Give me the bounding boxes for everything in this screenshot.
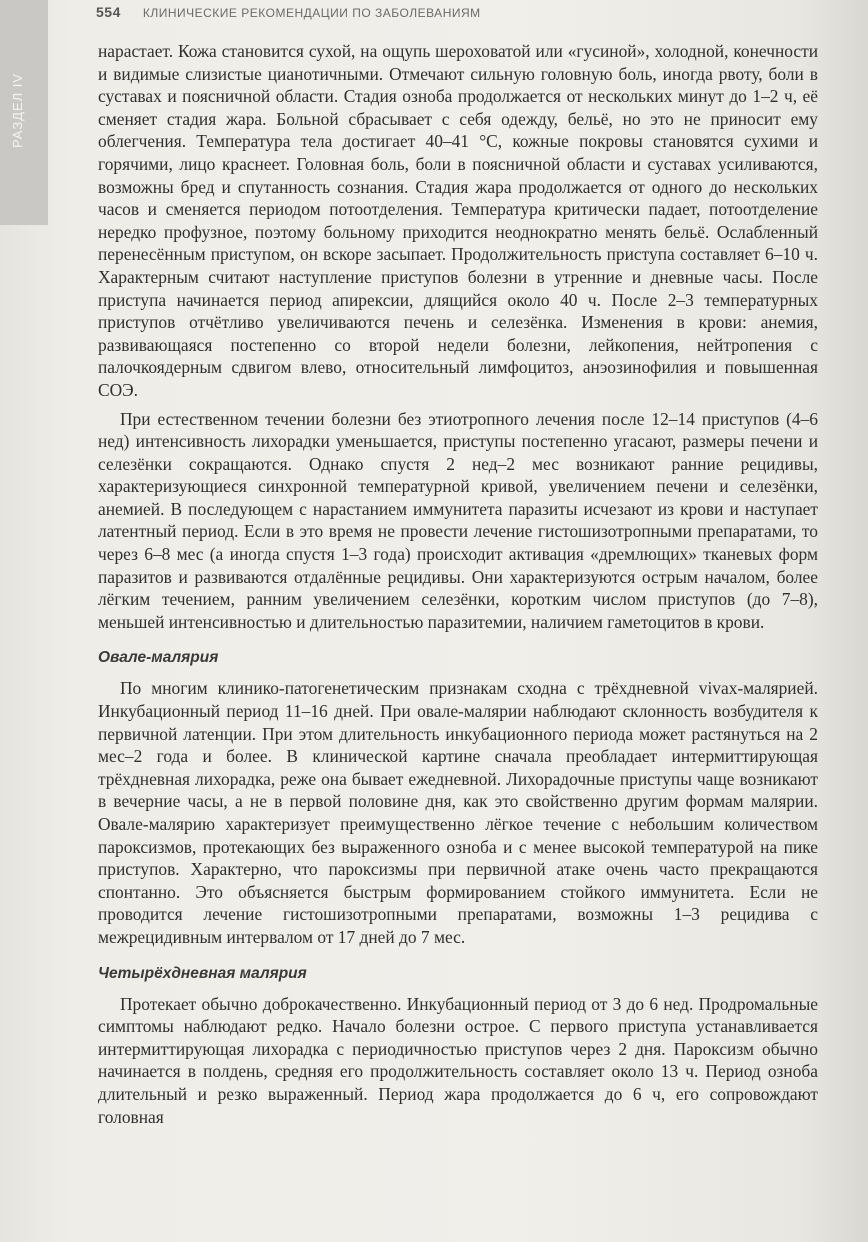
paragraph-1: нарастает. Кожа становится сухой, на ощупь шероховатой или «гусиной», холодной, конечности и видимые слизистые цианотичными. Отмечают сильную головную боль, иногда рвоту, боли в суставах и поясничной области. Стадия озноба продолжается от нескольких минут до 1–2 ч, её сменяет стадия жара. Больной сбрасывает с себя одежду, бельё, но это не приносит ему облегчения. Температура тела достигает 40–41 °С, кожные покровы становятся сухими и горячими, лицо краснеет. Головная боль, боли в поясничной области и суставах усиливаются, возможны бред и спутанность сознания. Стадия жара продолжается от одного до нескольких часов и сменяется периодом потоотделения. Температура критически падает, потоотделение нередко профузное, поэтому больному приходится неоднократно менять бельё. Ослабленный перенесённым приступом, он вскоре засыпает. Продолжительность приступа составляет 6–10 ч. Характерным считают наступление приступов болезни в утренние и дневные часы. После приступа начинается период апирексии, длящийся около 40 ч. После 2–3 температурных приступов отчётливо увеличиваются печень и селезёнка. Изменения в крови: анемия, развивающаяся постепенно со второй недели болезни, лейкопения, нейтропения с палочкоядерным сдвигом влево, относительный лимфоцитоз, анэозинофилия и повышенная СОЭ. (98, 41, 818, 400)
page-content (98, 40, 818, 1128)
section-tab (0, 0, 48, 225)
section-tab-label: РАЗДЕЛ IV (10, 72, 25, 148)
paragraph-4: Протекает обычно доброкачественно. Инкубационный период от 3 до 6 нед. Продромальные симптомы наблюдают редко. Начало болезни острое. С первого приступа устанавливается интермиттирующая лихорадка с периодичностью приступов через 2 дня. Пароксизм обычно начинается в полдень, средняя его продолжительность составляет около 13 ч. Период озноба длительный и резко выраженный. Период жара продолжается до 6 ч, его сопровождают головная (98, 993, 818, 1127)
running-head (96, 4, 816, 24)
paragraph-3: По многим клинико-патогенетическим признакам сходна с трёхдневной vivax-малярией. Инкубационный период 11–16 дней. При овале-малярии наблюдают склонность возбудителя к первичной латенции. При этом длительность инкубационного периода может растянуться на 2 мес–2 года и более. В клинической картине сначала преобладает интермиттирующая трёхдневная лихорадка, реже она бывает ежедневной. Лихорадочные приступы чаще возникают в вечерние часы, а не в первой половине дня, как это свойственно другим формам малярии. Овале-малярию характеризует преимущественно лёгкое течение с небольшим количеством пароксизмов, протекающих без выраженного озноба и с менее высокой температурой на пике приступов. Характерно, что пароксизмы при первичной атаке очень часто прекращаются спонтанно. Это объясняется быстрым формированием стойкого иммунитета. Если не проводится лечение гистошизотропными препаратами, возможны 1–3 рецидива с межрецидивным интервалом от 17 дней до 7 мес. (98, 678, 818, 947)
section-heading-quartan: Четырёхдневная малярия (98, 964, 307, 982)
page-number: 554 (96, 4, 121, 20)
section-heading-ovale: Овале-малярия (98, 649, 219, 667)
running-head-title: КЛИНИЧЕСКИЕ РЕКОМЕНДАЦИИ ПО ЗАБОЛЕВАНИЯМ (142, 6, 481, 20)
paragraph-2: При естественном течении болезни без этиотропного лечения после 12–14 приступов (4–6 нед) интенсивность лихорадки уменьшается, приступы постепенно угасают, размеры печени и селезёнки сокращаются. Однако спустя 2 нед–2 мес возникают ранние рецидивы, характеризующиеся синхронной температурной кривой, увеличением печени и селезёнки, анемией. В последующем с нарастанием иммунитета паразиты исчезают из крови и наступает латентный период. Если в это время не провести лечение гистошизотропными препаратами, то через 6–8 мес (а иногда спустя 1–3 года) происходит активация «дремлющих» тканевых форм паразитов и развиваются отдалённые рецидивы. Они характеризуются острым началом, более лёгким течением, ранним увеличением селезёнки, коротким числом приступов (до 7–8), меньшей интенсивностью и длительностью паразитемии, наличием гаметоцитов в крови. (98, 408, 818, 632)
